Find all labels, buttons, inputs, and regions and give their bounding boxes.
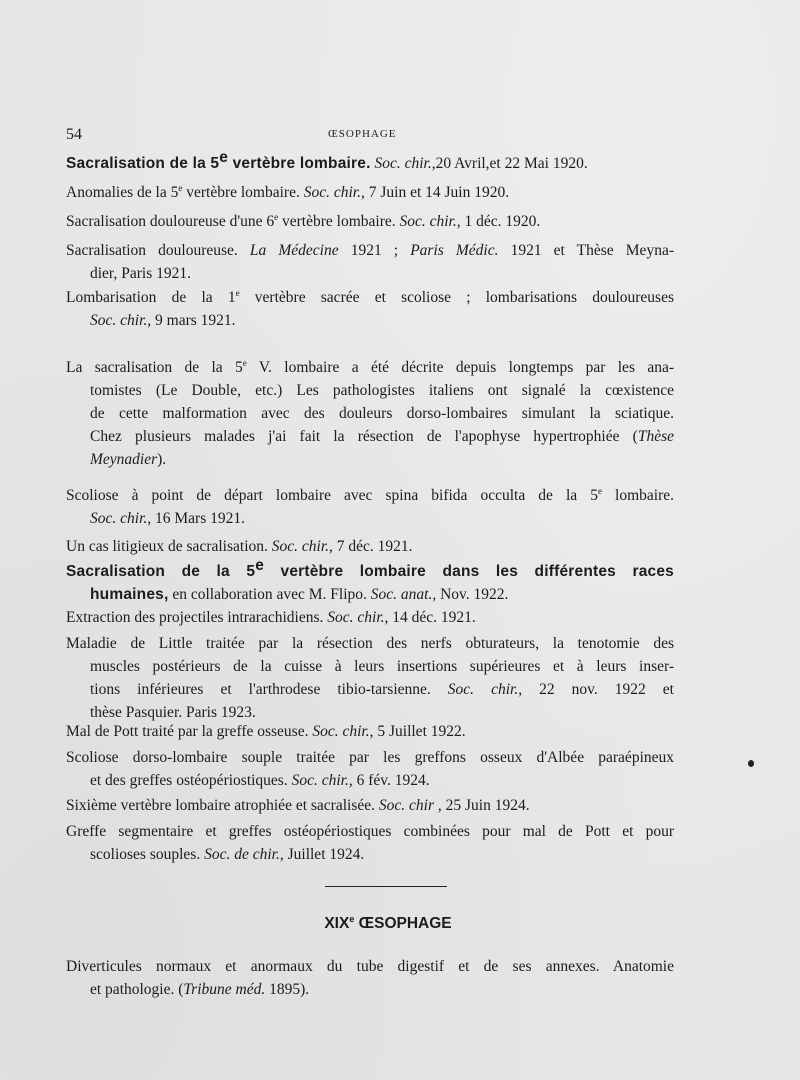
text-run: vertèbre sacrée et scoliose ; lombarisations douloureuses xyxy=(239,289,675,306)
journal-citation: Tribune méd. xyxy=(183,981,266,998)
text-run: dier, Paris 1921. xyxy=(90,265,191,282)
text-line xyxy=(66,379,674,402)
bold-title: vertèbre lombaire. xyxy=(228,155,371,172)
page-number: 54 xyxy=(66,126,82,143)
superscript: e xyxy=(255,556,265,574)
text-line xyxy=(66,583,674,606)
text-run: Chez plusieurs malades j'ai fait la résection de l'apophyse hypertrophiée ( xyxy=(90,428,638,445)
section-numeral-sup: e xyxy=(349,913,355,924)
superscript: e xyxy=(219,148,229,166)
journal-citation: Thèse xyxy=(637,428,674,445)
text-run: ,20 Avril,et 22 Mai 1920. xyxy=(431,155,588,172)
text-line xyxy=(66,535,674,558)
bold-title: Sacralisation de la 5 xyxy=(66,563,256,580)
text-run: vertèbre lombaire. xyxy=(278,213,400,230)
text-line xyxy=(66,286,674,309)
text-run: , 5 Juillet 1922. xyxy=(369,723,466,740)
text-line xyxy=(66,794,674,817)
journal-citation: Soc. chir xyxy=(378,797,434,814)
text-line xyxy=(66,769,674,792)
text-line xyxy=(66,484,674,507)
superscript: e xyxy=(274,211,279,222)
journal-citation: Soc. chir. xyxy=(90,510,148,527)
text-run: Maladie de Little traitée par la résection des nerfs obturateurs, la tenotomie des xyxy=(66,635,674,652)
text-line xyxy=(66,356,674,379)
text-line xyxy=(66,181,674,204)
text-run: ). xyxy=(157,451,167,468)
text-run: tions inférieures et l'arthrodese tibio-tarsienne. xyxy=(90,681,448,698)
text-run: , Juillet 1924. xyxy=(279,846,365,863)
text-line xyxy=(66,402,674,425)
text-run: , 1 déc. 1920. xyxy=(456,213,541,230)
text-line xyxy=(66,678,674,701)
journal-citation: Soc. anat. xyxy=(370,586,433,603)
text-line xyxy=(66,720,674,743)
text-run: , 25 Juin 1924. xyxy=(433,797,530,814)
bold-title: Sacralisation de la 5 xyxy=(66,155,220,172)
text-line xyxy=(66,632,674,655)
text-run: , 7 Juin et 14 Juin 1920. xyxy=(360,184,510,201)
text-line xyxy=(66,655,674,678)
text-run: vertèbre lombaire. xyxy=(182,184,304,201)
bibliography-entry xyxy=(66,535,674,558)
text-run: , Nov. 1922. xyxy=(432,586,509,603)
text-run: de cette malformation avec des douleurs dorso-lombaires simulant la sciatique. xyxy=(90,405,674,422)
text-run: , 16 Mars 1921. xyxy=(147,510,245,527)
superscript: e xyxy=(242,357,247,368)
section-divider xyxy=(325,886,447,887)
journal-citation: Soc. chir. xyxy=(370,155,432,172)
text-run: V. lombaire a été décrite depuis longtemps par les ana- xyxy=(246,359,674,376)
text-line xyxy=(66,606,674,629)
bibliography-entry xyxy=(66,148,674,175)
text-line xyxy=(66,746,674,769)
text-run: Lombarisation de la 1 xyxy=(66,289,236,306)
journal-citation: Soc. chir. xyxy=(447,681,519,698)
section-entry xyxy=(66,955,674,1001)
text-line xyxy=(66,955,674,978)
bibliography-entry xyxy=(66,210,674,233)
journal-citation: Soc. chir. xyxy=(291,772,349,789)
bibliography-entry xyxy=(66,606,674,629)
journal-citation: Meynadier xyxy=(90,451,158,468)
text-line xyxy=(66,843,674,866)
text-run: , 22 nov. 1922 et xyxy=(518,681,674,698)
text-run: thèse Pasquier. Paris 1923. xyxy=(90,704,256,721)
text-line xyxy=(66,556,674,583)
bold-title: vertèbre lombaire dans les différentes races xyxy=(264,563,674,580)
text-line xyxy=(66,425,674,448)
bibliography-entry xyxy=(66,556,674,606)
journal-citation: Soc. chir. xyxy=(399,213,457,230)
bibliography-entry xyxy=(66,181,674,204)
bold-title: humaines, xyxy=(90,586,169,603)
text-run: Extraction des projectiles intrarachidiens. xyxy=(66,609,328,626)
text-run: , 7 déc. 1921. xyxy=(329,538,413,555)
text-run: Un cas litigieux de sacralisation. xyxy=(66,538,272,555)
text-line xyxy=(66,262,674,285)
text-run: Anomalies de la 5 xyxy=(66,184,179,201)
text-run: Scoliose à point de départ lombaire avec spina bifida occulta de la 5 xyxy=(66,487,598,504)
text-line xyxy=(66,148,674,175)
text-run: , 14 déc. 1921. xyxy=(384,609,476,626)
section-numeral: XIX xyxy=(324,915,350,932)
text-run: scolioses souples. xyxy=(90,846,205,863)
text-run: et des greffes ostéopériostiques. xyxy=(90,772,292,789)
superscript: e xyxy=(178,182,183,193)
text-line xyxy=(66,820,674,843)
ink-speck xyxy=(748,760,754,767)
bibliography-entry xyxy=(66,720,674,743)
text-run: Sacralisation douloureuse. xyxy=(66,242,250,259)
section-heading xyxy=(0,915,776,933)
text-line xyxy=(66,239,674,262)
journal-citation: Soc. de chir. xyxy=(204,846,280,863)
bibliography-entry xyxy=(66,820,674,866)
bibliography-entry xyxy=(66,746,674,792)
text-run: lombaire. xyxy=(601,487,675,504)
text-line xyxy=(66,448,674,471)
text-run: et pathologie. ( xyxy=(90,981,184,998)
journal-citation: La Médecine xyxy=(249,242,339,259)
journal-citation: Soc. chir. xyxy=(90,312,148,329)
text-run: La sacralisation de la 5 xyxy=(66,359,243,376)
text-run: Diverticules normaux et anormaux du tube digestif et de ses annexes. Anatomie xyxy=(66,958,674,975)
journal-citation: Soc. chir. xyxy=(303,184,361,201)
running-head xyxy=(66,126,666,146)
text-run: en collaboration avec M. Flipo. xyxy=(168,586,371,603)
journal-citation: Soc. chir. xyxy=(271,538,330,555)
section-title: ŒSOPHAGE xyxy=(354,915,452,932)
text-run: Scoliose dorso-lombaire souple traitée par les greffons osseux d'Albée paraépineux xyxy=(66,749,674,766)
journal-citation: Paris Médic. xyxy=(410,242,499,259)
text-run: , 6 fév. 1924. xyxy=(348,772,430,789)
text-run: Greffe segmentaire et greffes ostéopériostiques combinées pour mal de Pott et pour xyxy=(66,823,674,840)
text-run: 1921 ; xyxy=(338,242,411,259)
text-run: muscles postérieurs de la cuisse à leurs insertions supérieures et à leurs inser- xyxy=(90,658,674,675)
text-run: tomistes (Le Double, etc.) Les pathologistes italiens ont signalé la cœxistence xyxy=(90,382,674,399)
bibliography-entry xyxy=(66,286,674,332)
text-run: Sixième vertèbre lombaire atrophiée et sacralisée. xyxy=(66,797,379,814)
superscript: e xyxy=(597,485,602,496)
text-run: , 9 mars 1921. xyxy=(147,312,236,329)
text-line xyxy=(66,507,674,530)
bibliography-entry xyxy=(66,632,674,724)
running-title: ŒSOPHAGE xyxy=(328,128,397,140)
superscript: e xyxy=(235,287,240,298)
text-line xyxy=(66,978,674,1001)
text-run: Sacralisation douloureuse d'une 6 xyxy=(66,213,275,230)
journal-citation: Soc. chir. xyxy=(327,609,385,626)
text-line xyxy=(66,309,674,332)
bibliography-entry xyxy=(66,356,674,471)
journal-citation: Soc. chir. xyxy=(312,723,370,740)
text-run: 1921 et Thèse Meyna- xyxy=(498,242,674,259)
bibliography-entry xyxy=(66,794,674,817)
bibliography-entry xyxy=(66,484,674,530)
text-line xyxy=(66,210,674,233)
text-run: 1895). xyxy=(265,981,310,998)
bibliography-entry xyxy=(66,239,674,285)
text-run: Mal de Pott traité par la greffe osseuse. xyxy=(66,723,313,740)
